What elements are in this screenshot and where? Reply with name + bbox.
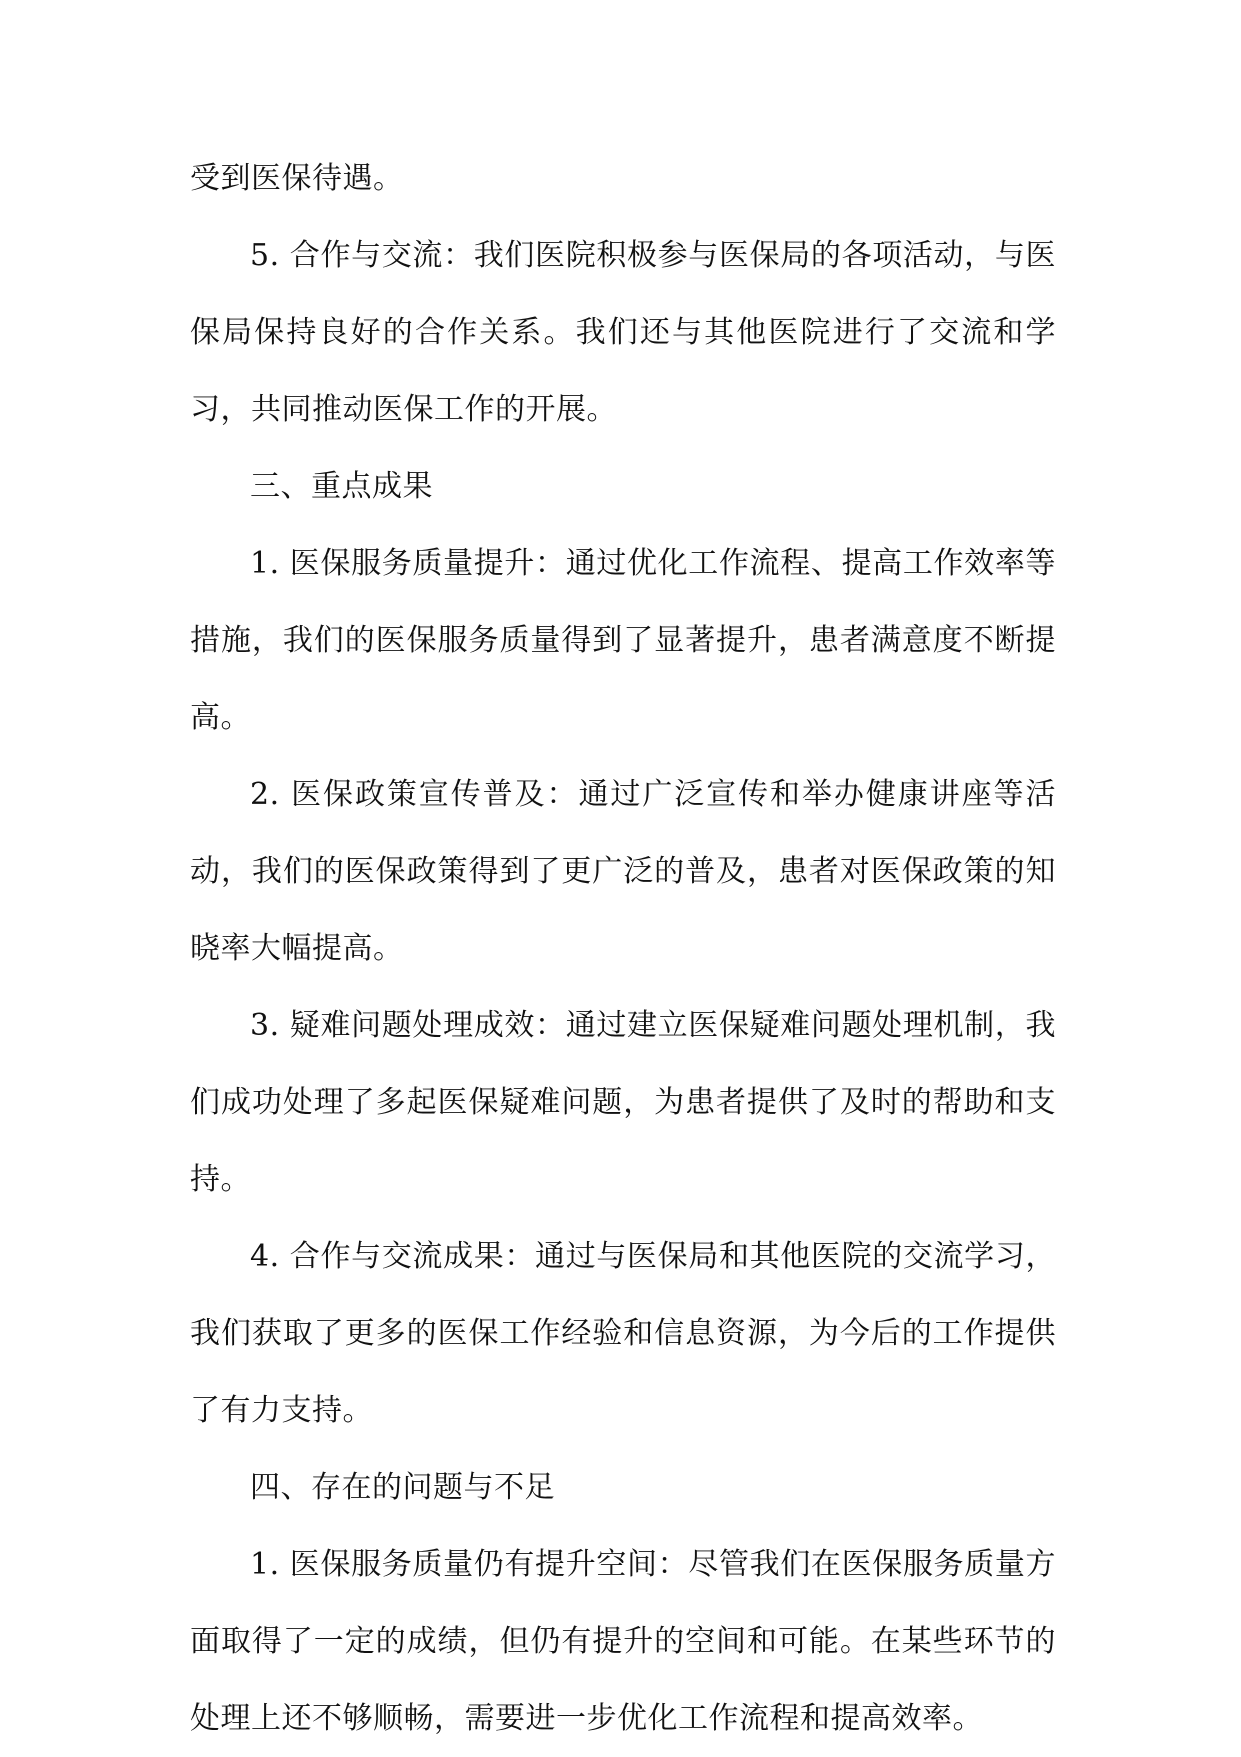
paragraph-policy-publicity: 2. 医保政策宣传普及：通过广泛宣传和举办健康讲座等活动，我们的医保政策得到了更广泛的普及，患者对医保政策的知晓率大幅提高。 — [190, 777, 1056, 966]
section-heading-key-results: 三、重点成果 — [250, 469, 433, 504]
paragraph-cooperation-exchange: 5. 合作与交流：我们医院积极参与医保局的各项活动，与医保局保持良好的合作关系。我们还与其他医院进行了交流和学习，共同推动医保工作的开展。 — [190, 238, 1056, 427]
paragraph-cooperation-results: 4. 合作与交流成果：通过与医保局和其他医院的交流学习，我们获取了更多的医保工作经验和信息资源，为今后的工作提供了有力支持。 — [190, 1239, 1056, 1428]
section-heading-problems: 四、存在的问题与不足 — [250, 1470, 555, 1505]
paragraph-continuation: 受到医保待遇。 — [190, 161, 404, 196]
paragraph-improvement-room: 1. 医保服务质量仍有提升空间：尽管我们在医保服务质量方面取得了一定的成绩，但仍有提升的空间和可能。在某些环节的处理上还不够顺畅，需要进一步优化工作流程和提高效率。 — [190, 1547, 1056, 1736]
paragraph-difficult-issues: 3. 疑难问题处理成效：通过建立医保疑难问题处理机制，我们成功处理了多起医保疑难问题，为患者提供了及时的帮助和支持。 — [190, 1008, 1056, 1197]
document-body — [190, 140, 1056, 1757]
paragraph-service-quality: 1. 医保服务质量提升：通过优化工作流程、提高工作效率等措施，我们的医保服务质量得到了显著提升，患者满意度不断提高。 — [190, 546, 1056, 735]
